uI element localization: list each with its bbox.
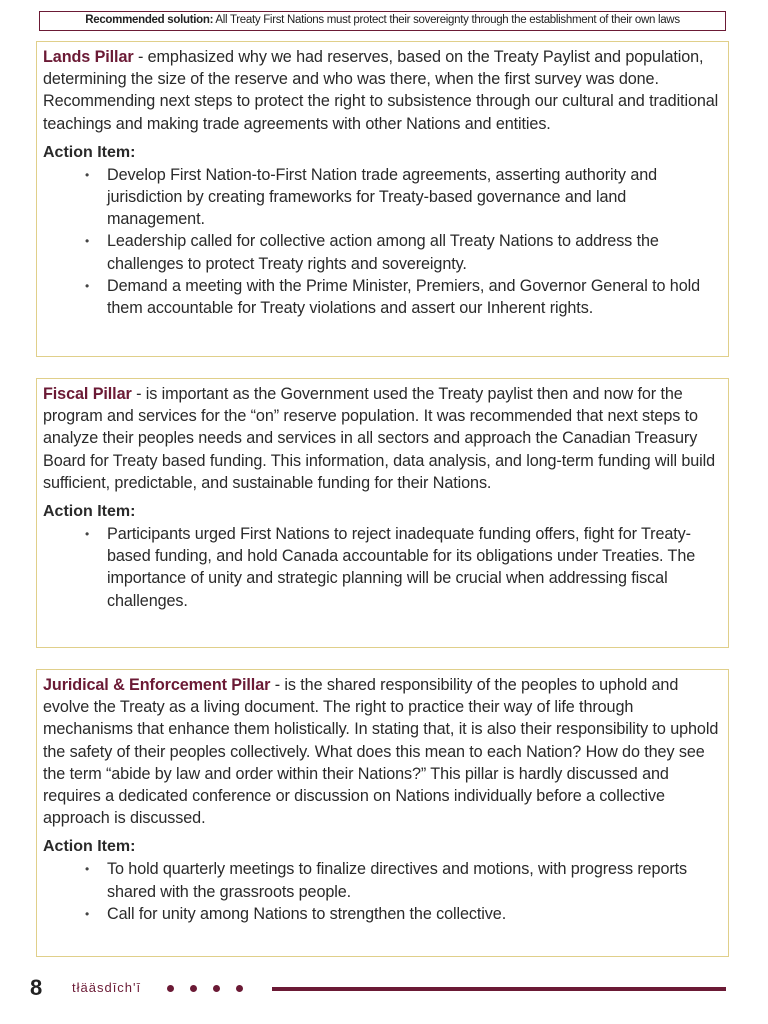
juridical-action-label: Action Item: <box>43 838 136 856</box>
dot-icon <box>236 985 243 992</box>
footer-rule <box>272 987 726 991</box>
dot-icon <box>190 985 197 992</box>
lands-pillar-box <box>36 41 729 357</box>
dot-icon <box>167 985 174 992</box>
juridical-pillar-body: - is the shared responsibility of the peoples to uphold and evolve the Treaty as a living document. The right to practice their way of life through mechanisms that enhance them holistically. In stating that, it is also their responsibility to uphold the safety of their peoples collectively. What does this mean to each Nation? How do they see the term “abide by law and order within their Nations?” This pillar is hardly discussed and requires a dedicated conference or discussion on Nations individually before a collective approach is discussed. <box>43 676 719 828</box>
fiscal-pillar-body: - is important as the Government used the Treaty paylist then and now for the program and services for the “on” reserve population. It was recommended that next steps to analyze their peoples needs and services in all sectors and approach the Canadian Treasury Board for Treaty based funding. This information, data analysis, and long-term funding will build sufficient, predictable, and sustainable funding for their Nations. <box>43 385 716 492</box>
fiscal-pillar-title: Fiscal Pillar <box>43 385 132 403</box>
lands-action-label: Action Item: <box>43 143 136 161</box>
brand-name: tłääsdīch'ī <box>72 980 142 995</box>
fiscal-action-list <box>43 523 722 612</box>
lands-action-list <box>43 164 722 319</box>
recommended-solution-banner <box>39 11 726 31</box>
fiscal-pillar-box <box>36 378 729 648</box>
banner-label: Recommended solution: <box>85 14 214 26</box>
juridical-action-list <box>43 858 722 925</box>
list-item: • Demand a meeting with the Prime Minister, Premiers, and Governor General to hold them accountable for Treaty violations and assert our Inherent rights. <box>43 275 722 319</box>
lands-pillar-paragraph <box>43 46 722 135</box>
decorative-dots <box>167 985 243 992</box>
lands-pillar-body: - emphasized why we had reserves, based on the Treaty Paylist and population, determining the size of the reserve and who was there, when the first survey was done. Recommending next steps to protect the right to subsistence through our cultural and traditional teachings and making trade agreements with other Nations and entities. <box>43 48 719 133</box>
list-item: • Leadership called for collective action among all Treaty Nations to address the challenges to protect Treaty rights and sovereignty. <box>43 230 722 274</box>
juridical-pillar-paragraph <box>43 674 722 829</box>
fiscal-pillar-paragraph <box>43 383 722 494</box>
list-item: • Develop First Nation-to-First Nation trade agreements, asserting authority and jurisdiction by creating frameworks for Treaty-based governance and land management. <box>43 164 722 231</box>
page-footer <box>0 975 768 1005</box>
lands-pillar-title: Lands Pillar <box>43 48 134 66</box>
juridical-pillar-title: Juridical & Enforcement Pillar <box>43 676 271 694</box>
list-item: • Call for unity among Nations to strengthen the collective. <box>43 903 722 925</box>
list-item: • Participants urged First Nations to reject inadequate funding offers, fight for Treaty-based funding, and hold Canada accountable for its obligations under Treaties. The importance of unity and strategic planning will be crucial when addressing fiscal challenges. <box>43 523 722 612</box>
banner-text: All Treaty First Nations must protect their sovereignty through the establishment of their own laws <box>213 14 680 26</box>
fiscal-action-label: Action Item: <box>43 503 136 521</box>
juridical-pillar-box <box>36 669 729 957</box>
page-number: 8 <box>30 975 43 1000</box>
list-item: • To hold quarterly meetings to finalize directives and motions, with progress reports shared with the grassroots people. <box>43 858 722 902</box>
dot-icon <box>213 985 220 992</box>
